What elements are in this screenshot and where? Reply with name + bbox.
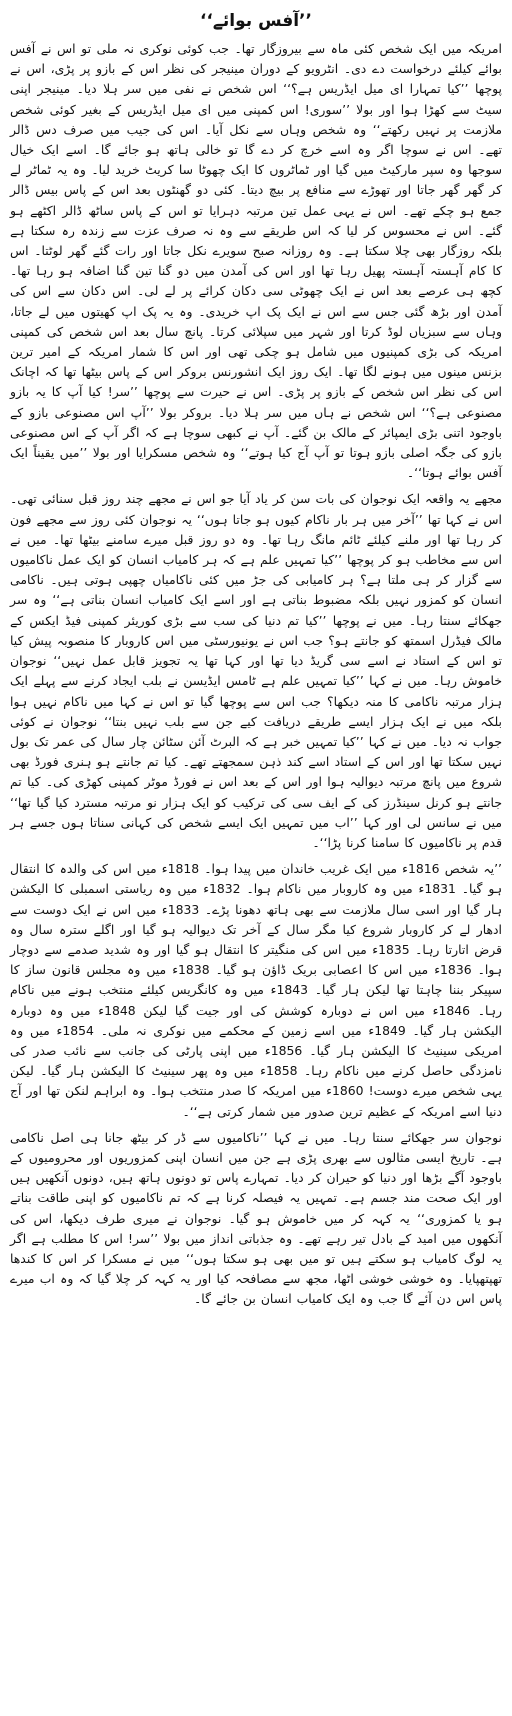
article-title: ’’آفس بوائے‘‘ <box>200 11 312 31</box>
article-paragraph: ’’یہ شخص 1816ء میں ایک غریب خاندان میں پیدا ہوا۔ 1818ء میں اس کی والدہ کا انتقال ہو گیا۔ 1831ء میں وہ کاروبار میں ناکام ہوا۔ 1832ء میں وہ ریاستی اسمبلی کا الیکشن ہار گیا اور اسی سال ملازمت سے بھی ہاتھ دھونا پڑے۔ 1833ء میں اس نے ایک دوست سے ادھار لے کر کاروبار شروع کیا مگر سال کے آخر تک دیوالیہ ہو گیا اور اگلے سترہ سال وہ قرض اتارتا رہا۔ 1835ء میں اس کی منگیتر کا انتقال ہو گیا اور وہ شدید صدمے سے دوچار ہوا۔ 1836ء میں اس کا اعصابی بریک ڈاؤن ہو گیا۔ 1838ء میں وہ مجلس قانون ساز کا سپیکر بننا چاہتا تھا لیکن ہار گیا۔ 1843ء میں وہ کانگریس کیلئے منتخب ہونے میں ناکام رہا۔ 1846ء میں اس نے دوبارہ کوشش کی اور جیت گیا لیکن 1848ء میں وہ دوبارہ الیکشن ہار گیا۔ 1849ء میں اسے زمین کے محکمے میں نوکری نہ ملی۔ 1854ء میں وہ امریکی سینیٹ کا الیکشن ہار گیا۔ 1856ء میں اپنی پارٹی کی جانب سے نائب صدر کی نامزدگی حاصل کرنے میں ناکام رہا۔ 1858ء میں وہ پھر سینیٹ کا الیکشن ہار گیا۔ لیکن یہی شخص میرے دوست! 1860ء میں امریکہ کا صدر منتخب ہوا۔ وہ ابراہم لنکن تھا اور آج دنیا اسے امریکہ کے عظیم ترین صدور میں شمار کرتی ہے‘‘۔ <box>10 861 503 1119</box>
article-paragraph: مجھے یہ واقعہ ایک نوجوان کی بات سن کر یاد آیا جو اس نے مجھے چند روز قبل سنائی تھی۔ اس نے کہا تھا ’’آخر میں ہر بار ناکام کیوں ہو جاتا ہوں‘‘ یہ نوجوان کئی روز سے مجھے فون کر رہا تھا اور ملنے کیلئے ٹائم مانگ رہا تھا۔ وہ دو روز قبل میرے سامنے بیٹھا تھا۔ میں نے اس سے مخاطب ہو کر پوچھا ’’کیا تمہیں علم ہے کہ ہر کامیاب انسان کو ایک عمل ناکامیوں سے گزار کر ہی ملتا ہے؟ ہر کامیابی کی جڑ میں کئی ناکامیاں چھپی ہوتی ہیں۔ ناکامی انسان کو کمزور نہیں بلکہ مضبوط بناتی ہے اور اسے ایک کامیاب انسان بناتی ہے‘‘ وہ سر جھکائے سنتا رہا۔ میں نے پوچھا ’’کیا تم دنیا کی سب سے بڑی کوریئر کمپنی فیڈ ایکس کے مالک فیڈرل اسمتھ کو جانتے ہو؟ جب اس نے یونیورسٹی میں اس کاروبار کا منصوبہ پیش کیا تو اس کے استاد نے اسے سی گریڈ دیا تھا اور کہا تھا یہ تجویز قابل عمل نہیں‘‘ نوجوان خاموش رہا۔ میں نے کہا ’’کیا تمہیں علم ہے ٹامس ایڈیسن نے بلب ایجاد کرنے سے پہلے ایک ہزار مرتبہ ناکامی کا منہ دیکھا؟ جب اس سے پوچھا گیا تو اس نے کہا میں ناکام نہیں ہوا بلکہ میں نے ایک ہزار ایسے طریقے دریافت کیے جن سے بلب نہیں بنتا‘‘ نوجوان نے کوئی جواب نہ دیا۔ میں نے کہا ’’کیا تمہیں خبر ہے کہ البرٹ آئن سٹائن چار سال کی عمر تک بول نہیں سکتا تھا اور اس کے استاد اسے کند ذہن سمجھتے تھے۔ کیا تم جانتے ہو ہنری فورڈ بھی شروع میں پانچ مرتبہ دیوالیہ ہوا اور اس کے بعد اس نے فورڈ موٹر کمپنی کھڑی کی۔ کیا تم جانتے ہو کرنل سینڈرز کی کے ایف سی کی ترکیب کو ایک ہزار نو مرتبہ مسترد کیا گیا تھا‘‘ میں نے سانس لی اور کہا ’’اب میں تمہیں ایک ایسے شخص کی کہانی سناتا ہوں جسے ہر قدم پر ناکامیوں کا سامنا کرنا پڑا‘‘۔ <box>10 491 502 850</box>
article-paragraph: نوجوان سر جھکائے سنتا رہا۔ میں نے کہا ’’ناکامیوں سے ڈر کر بیٹھ جانا ہی اصل ناکامی ہے۔ تاریخ ایسی مثالوں سے بھری پڑی ہے جن میں انسان اپنی کمزوریوں اور محرومیوں کے باوجود آگے بڑھا اور دنیا کو حیران کر دیا۔ تمہارے پاس تو دونوں ہاتھ ہیں، دونوں آنکھیں ہیں اور ایک صحت مند جسم ہے۔ تمہیں یہ فیصلہ کرنا ہے کہ تم ناکامیوں کو اپنی طاقت بناتے ہو یا کمزوری‘‘ یہ کہہ کر میں خاموش ہو گیا۔ نوجوان نے میری طرف دیکھا، اس کی آنکھوں میں امید کے بادل تیر رہے تھے۔ وہ جذباتی انداز میں بولا ’’سر! اس کا مطلب ہے اگر یہ لوگ کامیاب ہو سکتے ہیں تو میں بھی ہو سکتا ہوں‘‘ میں نے مسکرا کر اس کا کندھا تھپتھپایا۔ وہ خوشی خوشی اٹھا، مجھ سے مصافحہ کیا اور یہ کہہ کر چلا گیا کہ وہ اب میرے پاس اس دن آئے گا جب وہ ایک کامیاب انسان بن جائے گا۔ <box>10 1129 502 1307</box>
article-paragraph: امریکہ میں ایک شخص کئی ماہ سے بیروزگار تھا۔ جب کوئی نوکری نہ ملی تو اس نے آفس بوائے کیلئے درخواست دے دی۔ انٹرویو کے دوران مینیجر کی نظر اس کے بازو پر پڑی، اس نے پوچھا ’’کیا تمہارا ای میل ایڈریس ہے؟‘‘ اس شخص نے نفی میں سر ہلا دیا۔ مینیجر اپنی سیٹ سے کھڑا ہوا اور بولا ’’سوری! اس کمپنی میں ای میل ایڈریس کے بغیر کوئی شخص ملازمت پر نہیں رکھتے‘‘ وہ شخص وہاں سے نکل آیا۔ اس کی جیب میں صرف دس ڈالر تھے۔ اس نے سوچا اگر وہ اسے خرچ کر دے گا تو خالی ہاتھ ہو جائے گا۔ اسے ایک خیال سوجھا وہ سپر مارکیٹ میں گیا اور ٹماٹروں کا ایک چھوٹا سا کریٹ خرید لیا۔ وہ یہ ٹماٹر لے کر گھر گھر جاتا اور تھوڑے سے منافع پر بیچ دیتا۔ کئی دو گھنٹوں بعد اس کے پاس بیس ڈالر جمع ہو چکے تھے۔ اس نے یہی عمل تین مرتبہ دہرایا تو اس کے پاس ساٹھ ڈالر اکٹھے ہو گئے۔ اس نے محسوس کر لیا کہ اس طریقے سے وہ نہ صرف عزت سے زندہ رہ سکتا ہے بلکہ روزگار بھی چلا سکتا ہے۔ وہ روزانہ صبح سویرے نکل جاتا اور رات گئے گھر لوٹتا۔ اس کا کام آہستہ آہستہ پھیل رہا تھا اور اس کی آمدن میں دو گنا تین گنا اضافہ ہو رہا تھا۔ کچھ ہی عرصے بعد اس نے ایک چھوٹی سی دکان کرائے پر لے لی۔ اس دکان سے اس کی آمدن اور بڑھ گئی جس سے اس نے ایک پک اپ خریدی۔ وہ یہ پک اپ کھیتوں میں لے جاتا، وہاں سے سبزیاں لوڈ کرتا اور شہر میں سپلائی کرتا۔ پانچ سال بعد اس شخص کی کمپنی امریکہ کی بڑی کمپنیوں میں شامل ہو چکی تھی اور اس کا شمار امریکہ کے امیر ترین بزنس مینوں میں ہونے لگا تھا۔ ایک روز ایک انشورنس بروکر اس کے پاس بیٹھا تھا کہ اچانک اس کی نظر اس شخص کے بازو پر پڑی۔ اس نے حیرت سے پوچھا ’’سر! کیا آپ کا یہ بازو مصنوعی ہے؟‘‘ اس شخص نے ہاں میں سر ہلا دیا۔ بروکر بولا ’’آپ اس مصنوعی بازو کے باوجود اتنی بڑی ایمپائر کے مالک بن گئے۔ آپ نے کبھی سوچا ہے کہ اگر آپ کے اس مصنوعی بازو کی جگہ اصلی بازو ہوتا تو آپ آج کیا ہوتے‘‘ وہ شخص مسکرایا اور بولا ’’میں یقیناً ایک آفس بوائے ہوتا‘‘۔ <box>10 41 502 481</box>
